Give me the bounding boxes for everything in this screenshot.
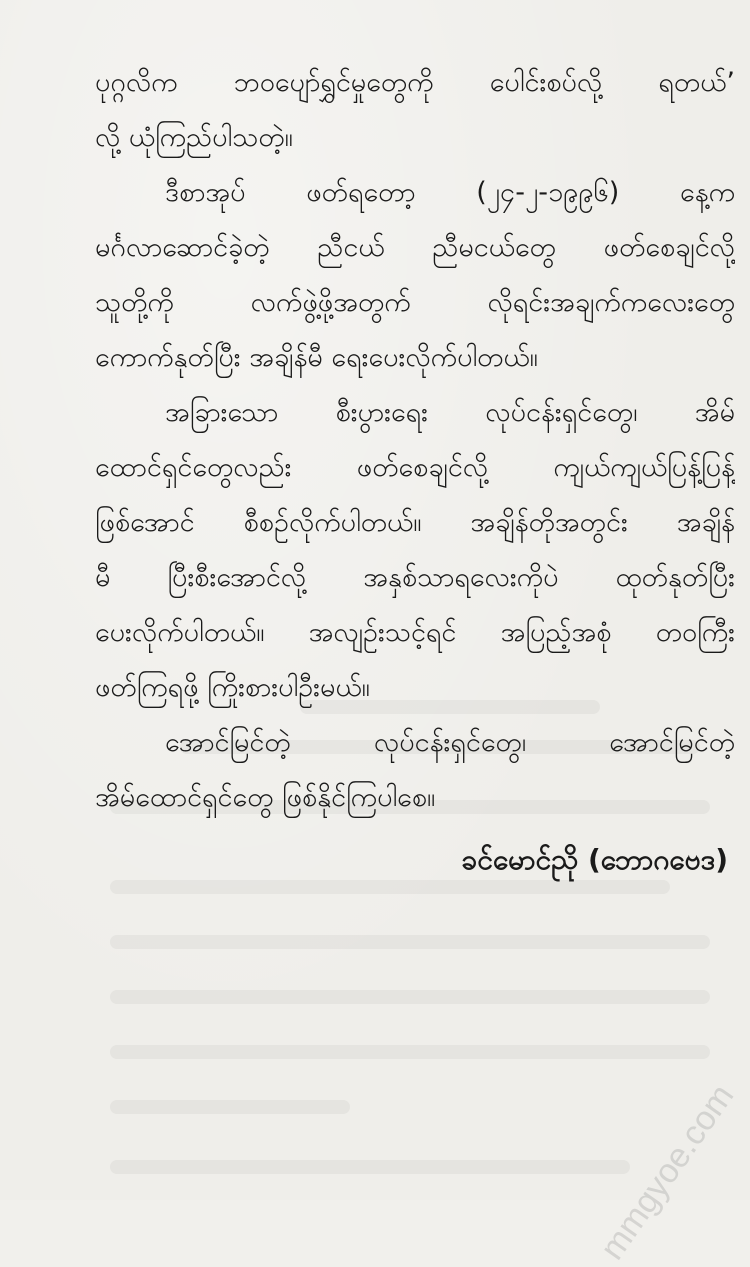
site-watermark: mmgyoe.com — [593, 1077, 742, 1267]
text-line: ဖတ်ကြရဖို့ ကြိုးစားပါဦးမယ်။ — [95, 672, 370, 703]
text-line: အောင်မြင်တဲ့ လုပ်ငန်းရှင်တွေ၊ အောင်မြင်တဲ့ — [165, 727, 735, 758]
body-text — [95, 55, 735, 825]
text-line: အခြားသော စီးပွားရေး လုပ်ငန်းရှင်တွေ၊ အိမ် — [165, 397, 735, 428]
text-line: လို့ ယုံကြည်ပါသတဲ့။ — [95, 122, 293, 153]
text-line: ပေးလိုက်ပါတယ်။ အလျဉ်းသင့်ရင် အပြည့်အစုံ တဝကြီး — [95, 617, 735, 648]
text-line: ဖြစ်အောင် စီစဉ်လိုက်ပါတယ်။ အချိန်တိုအတွင်း အချိန် — [95, 507, 735, 538]
text-line: ကောက်နုတ်ပြီး အချိန်မီ ရေးပေးလိုက်ပါတယ်။ — [95, 342, 538, 373]
author-signature: ခင်မောင်ညို (ဘောဂဗေဒ) — [461, 843, 728, 876]
text-line: မီ ပြီးစီးအောင်လို့ အနှစ်သာရလေးကိုပဲ ထုတ်နုတ်ပြီး — [95, 562, 735, 593]
text-line: သူတို့ကို လက်ဖွဲ့ဖို့အတွက် လိုရင်းအချက်ကလေးတွေ — [95, 287, 735, 318]
text-line: ထောင်ရှင်တွေလည်း ဖတ်စေချင်လို့ ကျယ်ကျယ်ပြန့်ပြန့် — [95, 452, 735, 483]
text-line: ပုဂ္ဂလိက ဘဝပျော်ရွှင်မှုတွေကို ပေါင်းစပ်လို့ ရတယ်’ — [95, 67, 735, 98]
text-line: မင်္ဂလာဆောင်ခဲ့တဲ့ ညီငယ် ညီမငယ်တွေ ဖတ်စေချင်လို့ — [95, 232, 735, 263]
text-line: ဒီစာအုပ် ဖတ်ရတော့ (၂၄-၂-၁၉၉၆) နေ့က — [165, 177, 735, 208]
text-line: အိမ်ထောင်ရှင်တွေ ဖြစ်နိုင်ကြပါစေ။ — [95, 782, 436, 813]
